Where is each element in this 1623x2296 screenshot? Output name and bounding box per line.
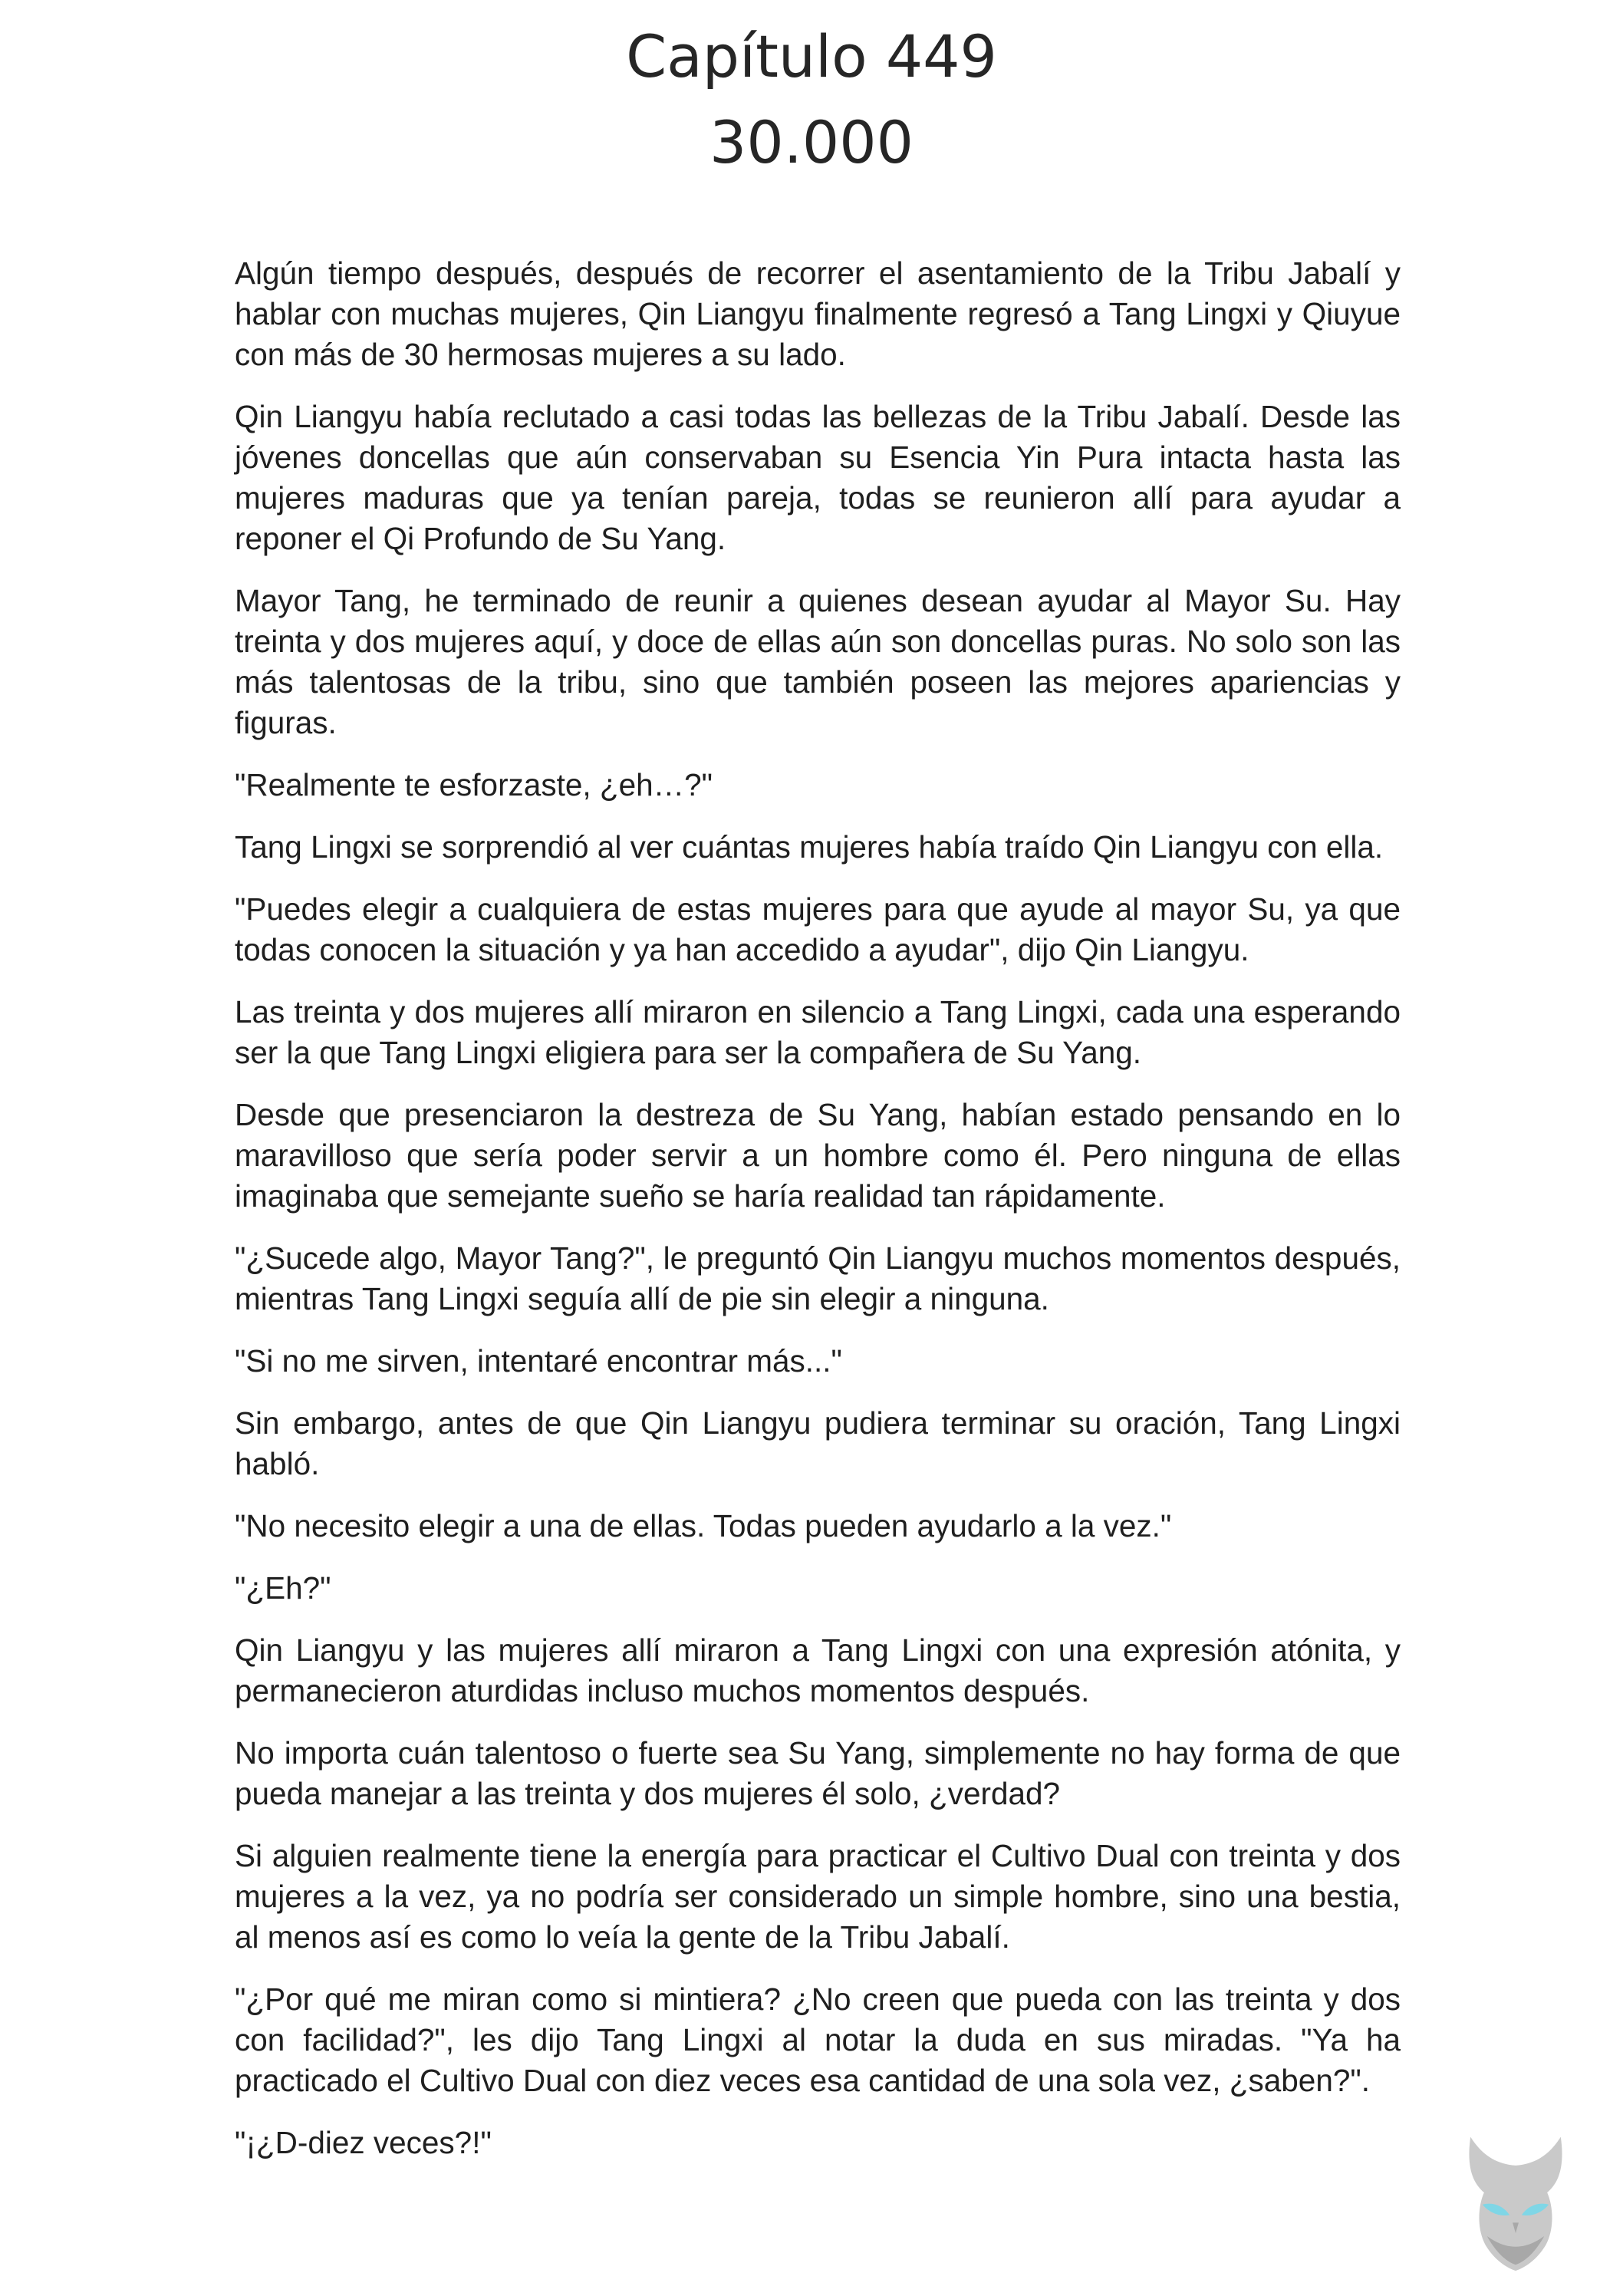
chapter-body: [235, 253, 1401, 2185]
chapter-subtitle: 30.000: [709, 108, 914, 176]
paragraph: Tang Lingxi se sorprendió al ver cuántas mujeres había traído Qin Liangyu con ella.: [235, 829, 1384, 865]
paragraph: Qin Liangyu había reclutado a casi todas las bellezas de la Tribu Jabalí. Desde las jóvenes doncellas que aún conservaban su Esencia Yin Pura intacta hasta las mujeres maduras que ya tenían pareja, todas se reunieron allí para ayudar a reponer el Qi Profundo de Su Yang.: [235, 399, 1401, 556]
paragraph: "Realmente te esforzaste, ¿eh…?": [235, 767, 713, 802]
paragraph: Desde que presenciaron la destreza de Su Yang, habían estado pensando en lo maravilloso que sería poder servir a un hombre como él. Pero ninguna de ellas imaginaba que semejante sueño se haría realidad tan rápidamente.: [235, 1097, 1401, 1214]
paragraph: "¿Por qué me miran como si mintiera? ¿No creen que pueda con las treinta y dos con facilidad?", les dijo Tang Lingxi al notar la duda en sus miradas. "Ya ha practicado el Cultivo Dual con diez veces esa cantidad de una sola vez, ¿saben?".: [235, 1981, 1401, 2098]
paragraph: "¿Eh?": [235, 1570, 331, 1606]
paragraph: "Puedes elegir a cualquiera de estas mujeres para que ayude al mayor Su, ya que todas conocen la situación y ya han accedido a ayudar", dijo Qin Liangyu.: [235, 891, 1401, 967]
paragraph: "Si no me sirven, intentaré encontrar más...": [235, 1343, 842, 1379]
paragraph: No importa cuán talentoso o fuerte sea Su Yang, simplemente no hay forma de que pueda manejar a las treinta y dos mujeres él solo, ¿verdad?: [235, 1735, 1401, 1811]
paragraph: Qin Liangyu y las mujeres allí miraron a Tang Lingxi con una expresión atónita, y permanecieron aturdidas incluso muchos momentos después.: [235, 1632, 1401, 1708]
paragraph: Sin embargo, antes de que Qin Liangyu pudiera terminar su oración, Tang Lingxi habló.: [235, 1405, 1401, 1481]
paragraph: "¡¿D-diez veces?!": [235, 2125, 492, 2160]
paragraph: "No necesito elegir a una de ellas. Todas pueden ayudarlo a la vez.": [235, 1508, 1172, 1543]
chapter-header: [0, 14, 1623, 186]
demon-head-logo-icon: [1440, 2123, 1591, 2274]
paragraph: "¿Sucede algo, Mayor Tang?", le preguntó Qin Liangyu muchos momentos después, mientras Tang Lingxi seguía allí de pie sin elegir a ninguna.: [235, 1240, 1401, 1316]
paragraph: Mayor Tang, he terminado de reunir a quienes desean ayudar al Mayor Su. Hay treinta y dos mujeres aquí, y doce de ellas aún son doncellas puras. No solo son las más talentosas de la tribu, sino que también poseen las mejores apariencias y figuras.: [235, 583, 1401, 740]
chapter-title: Capítulo 449: [626, 22, 997, 91]
paragraph: Si alguien realmente tiene la energía para practicar el Cultivo Dual con treinta y dos mujeres a la vez, ya no podría ser considerado un simple hombre, sino una bestia, al menos así es como lo veía la gente de la Tribu Jabalí.: [235, 1838, 1401, 1955]
paragraph: Algún tiempo después, después de recorrer el asentamiento de la Tribu Jabalí y hablar con muchas mujeres, Qin Liangyu finalmente regresó a Tang Lingxi y Qiuyue con más de 30 hermosas mujeres a su lado.: [235, 255, 1401, 372]
paragraph: Las treinta y dos mujeres allí miraron en silencio a Tang Lingxi, cada una esperando ser la que Tang Lingxi eligiera para ser la compañera de Su Yang.: [235, 994, 1401, 1070]
